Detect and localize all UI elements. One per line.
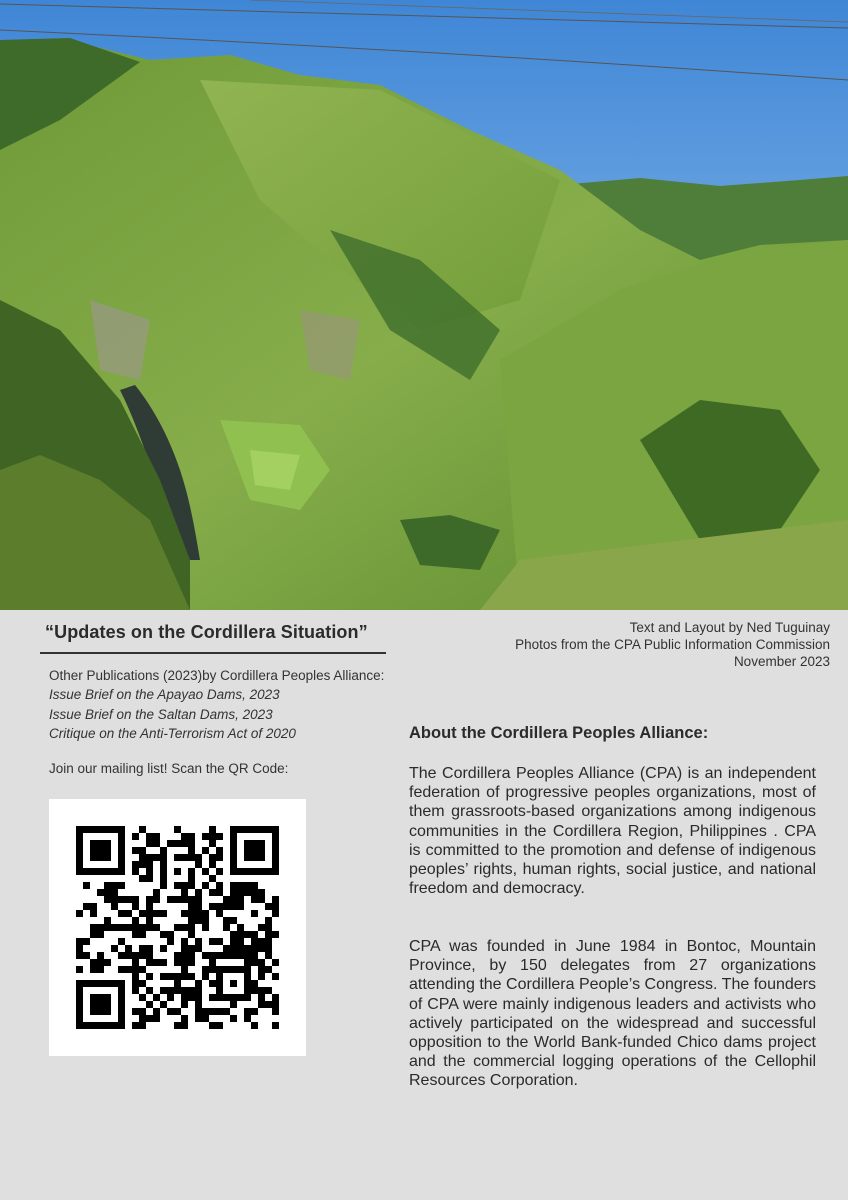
about-paragraph-1: The Cordillera Peoples Alliance (CPA) is an independent federation of progressive peoples organizations, most of them grassroots-based organizations among indigenous communities in the Cordillera Region, Philippines . CPA is committed to the promotion and defense of indigenous peoples’ rights, human rights, social justice, and national freedom and democracy. xyxy=(409,765,816,898)
publication-item: Issue Brief on the Apayao Dams, 2023 xyxy=(49,687,280,703)
qr-code[interactable] xyxy=(76,826,279,1029)
publication-item: Critique on the Anti-Terrorism Act of 2020 xyxy=(49,725,296,741)
credit-text-layout: Text and Layout by Ned Tuguinay xyxy=(629,620,830,635)
other-publications xyxy=(49,666,384,743)
title-underline xyxy=(40,652,386,654)
about-heading: About the Cordillera Peoples Alliance: xyxy=(409,724,709,742)
credits xyxy=(515,619,830,670)
publications-heading: Other Publications (2023)by Cordillera Peoples Alliance: xyxy=(49,668,385,683)
qr-code-card[interactable] xyxy=(49,799,306,1056)
document-title: “Updates on the Cordillera Situation” xyxy=(45,622,368,642)
about-paragraph-2: CPA was founded in June 1984 in Bontoc, Mountain Province, by 150 delegates from 27 organizations attending the Cordillera People’s Congress. The founders of CPA were mainly indigenous leaders and activists who actively participated on the widespread and successful opposition to the World Bank-funded Chico dams project and the commercial logging operations of the Cellophil Resources Corporation. xyxy=(409,938,816,1090)
credit-photos: Photos from the CPA Public Information Commission xyxy=(515,637,830,652)
publication-item: Issue Brief on the Saltan Dams, 2023 xyxy=(49,706,273,722)
credit-date: November 2023 xyxy=(733,654,830,669)
mailing-list-label: Join our mailing list! Scan the QR Code: xyxy=(49,761,289,776)
